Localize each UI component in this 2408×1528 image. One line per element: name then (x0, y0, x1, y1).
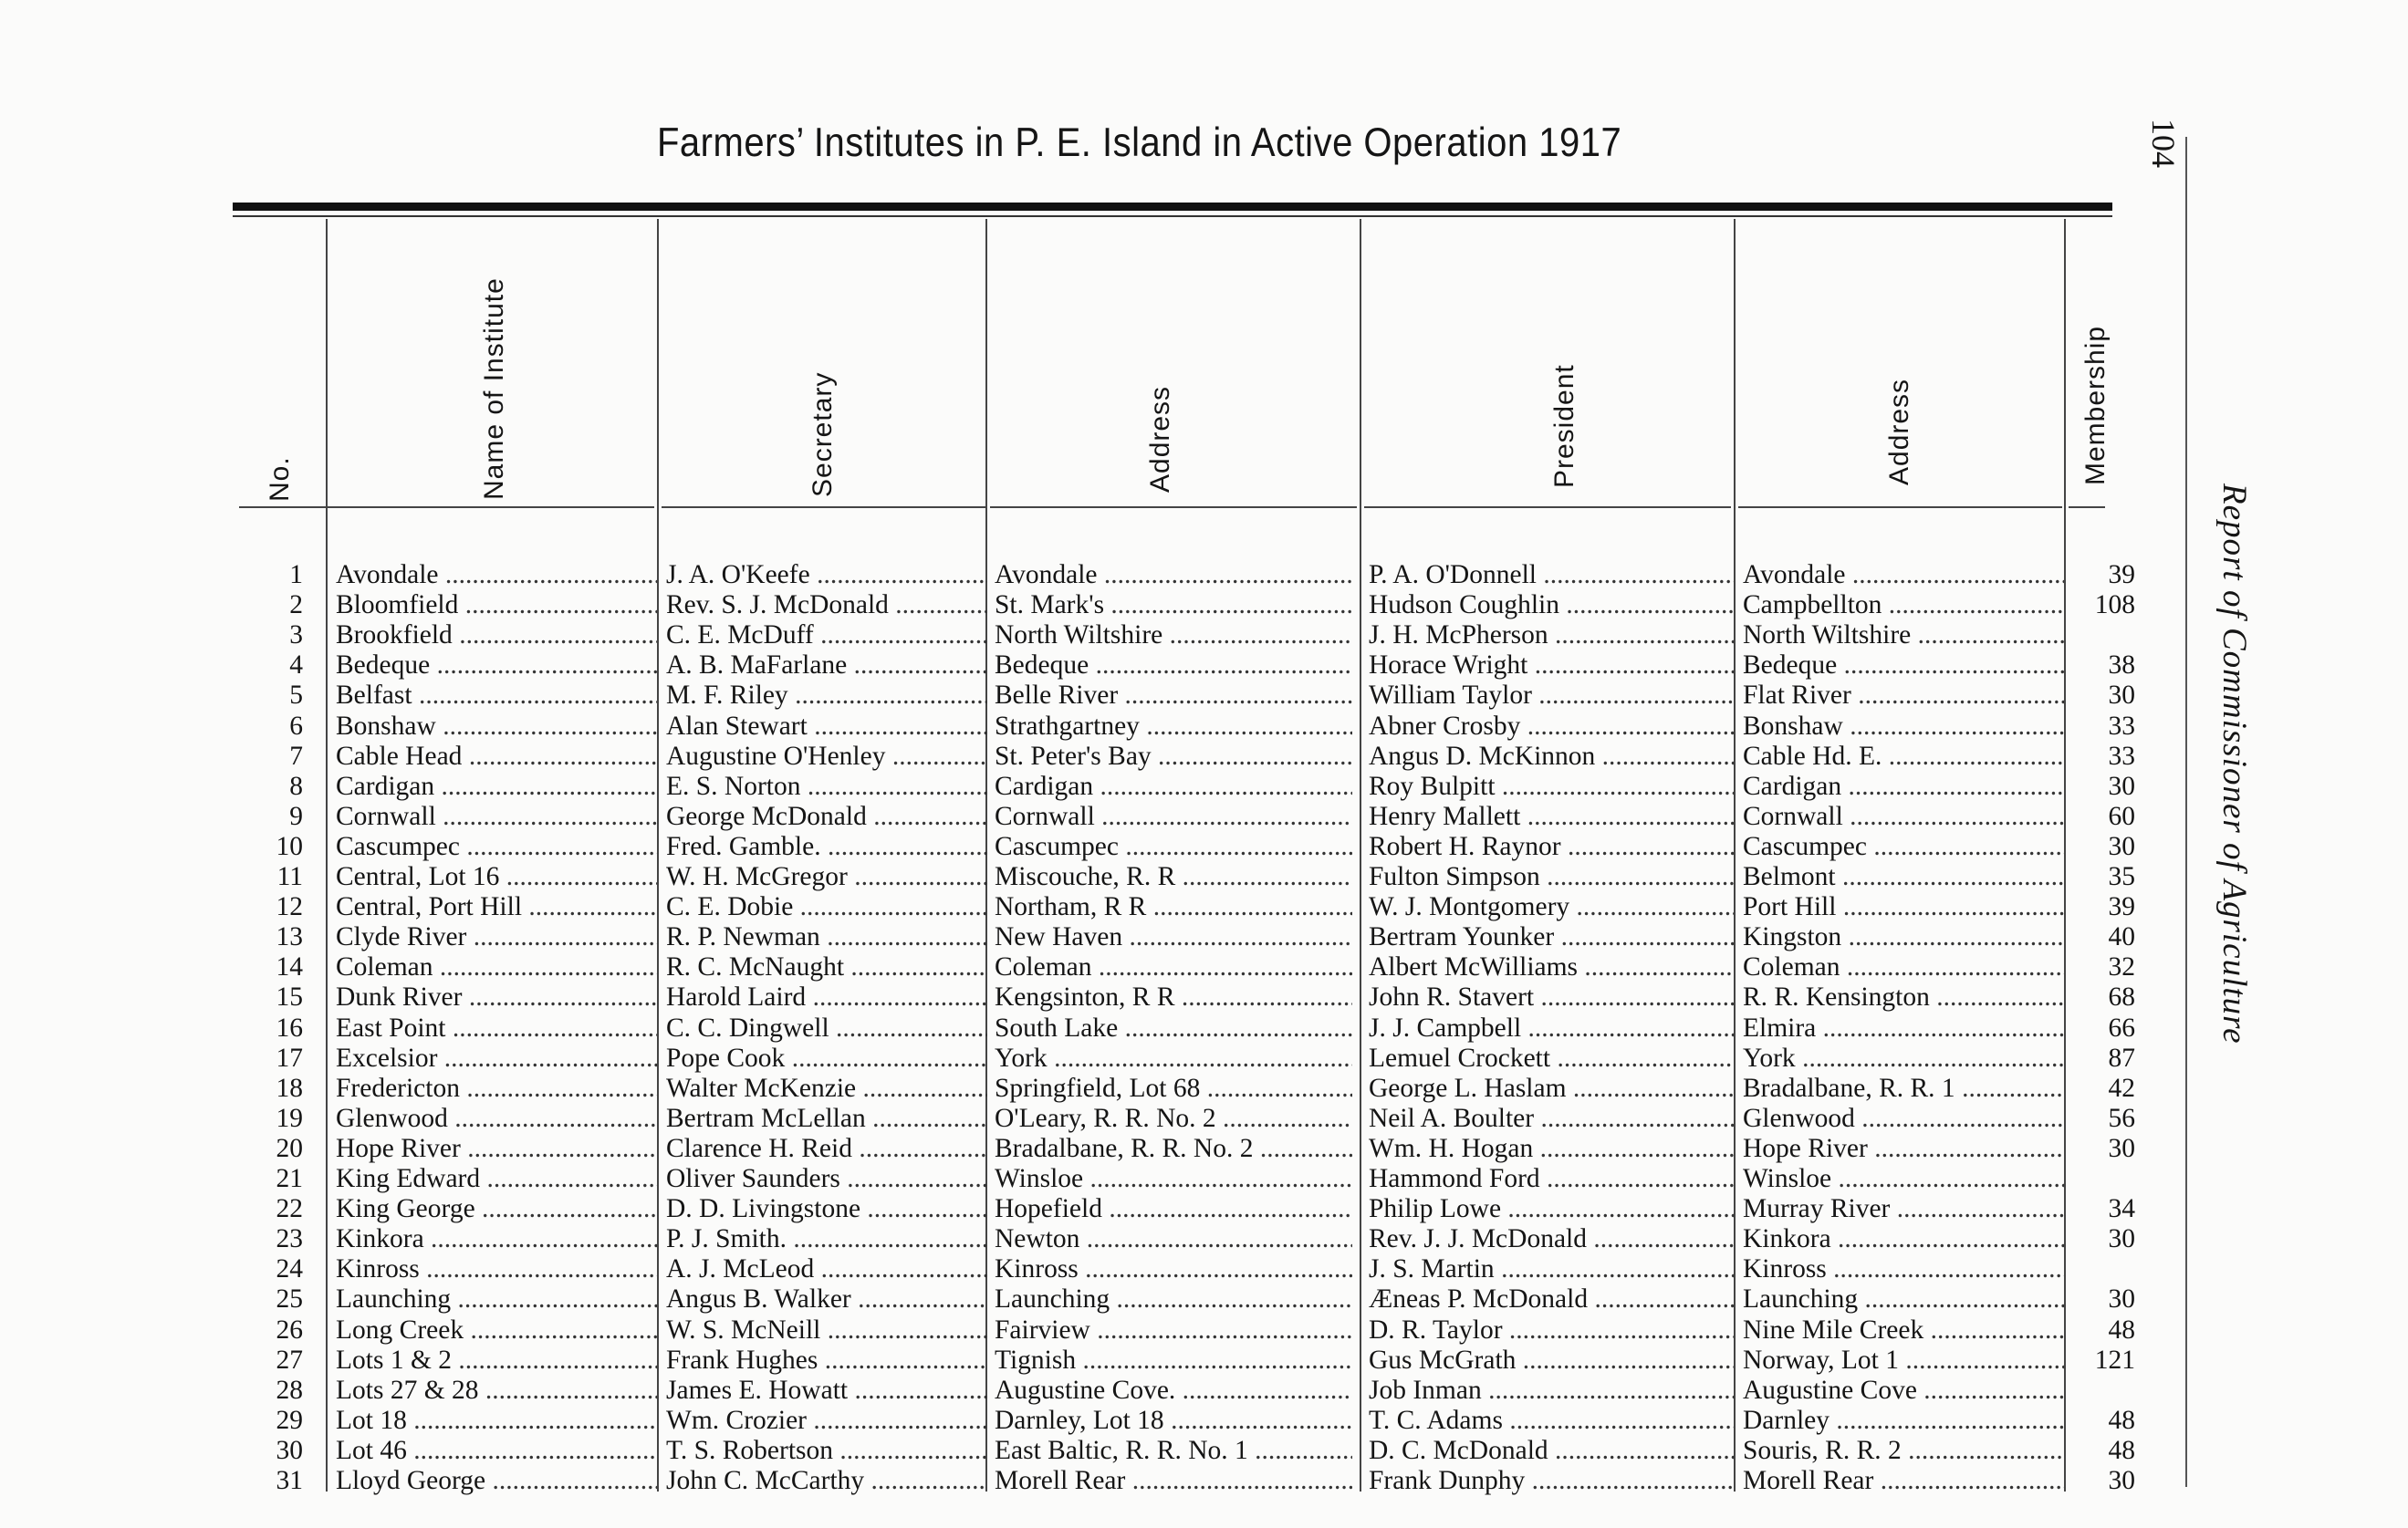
row-number: 17 (276, 1043, 303, 1073)
table-row (0, 1224, 2135, 1254)
secretary-name: Frank Hughes ..... (666, 1346, 987, 1376)
table-row (0, 1466, 2135, 1496)
secretary-address: Strathgartney ..... (995, 712, 1352, 742)
table-row (0, 1405, 2135, 1436)
table-row (0, 1254, 2099, 1284)
president-name: Albert McWilliams ..... (1369, 952, 1734, 982)
row-number: 20 (276, 1133, 303, 1163)
table-row (0, 681, 2135, 711)
secretary-name: Clarence H. Reid ..... (666, 1134, 987, 1164)
table-row (0, 590, 2135, 620)
row-number: 4 (289, 650, 303, 681)
table-row (0, 1073, 2135, 1104)
secretary-name: James E. Howatt ..... (666, 1376, 987, 1406)
secretary-address: Augustine Cove. ..... (995, 1376, 1352, 1406)
institute-name: Lloyd George ..... (336, 1466, 657, 1496)
secretary-address: Tignish ..... (995, 1346, 1352, 1376)
table-row (0, 1284, 2135, 1315)
header-rule (990, 506, 1357, 508)
secretary-name: George McDonald ..... (666, 802, 987, 832)
row-number: 7 (289, 741, 303, 771)
secretary-address: Fairview ..... (995, 1315, 1352, 1346)
running-head: Report of Commissioner of Agriculture (2215, 483, 2253, 1045)
president-address: Cascumpec ..... (1743, 832, 2064, 862)
row-number: 16 (276, 1013, 303, 1043)
president-address: Avondale ..... (1743, 560, 2064, 590)
president-address: Cornwall ..... (1743, 802, 2064, 832)
president-name: Roy Bulpitt ..... (1369, 772, 1734, 802)
secretary-address: North Wiltshire ..... (995, 620, 1352, 650)
president-name: Bertram Younker ..... (1369, 922, 1734, 952)
table-row (0, 1043, 2135, 1074)
president-name: T. C. Adams ..... (1369, 1406, 1734, 1436)
president-name: Hammond Ford ..... (1369, 1164, 1734, 1194)
secretary-address: Winsloe ..... (995, 1164, 1352, 1194)
header-membership: Membership (2080, 325, 2111, 485)
membership-count: 30 (2108, 1224, 2135, 1254)
secretary-address: Kinross ..... (995, 1254, 1352, 1284)
row-number: 24 (276, 1254, 303, 1284)
president-address: Glenwood ..... (1743, 1104, 2064, 1134)
table-row (0, 1133, 2135, 1164)
secretary-address: Miscouche, R. R ..... (995, 862, 1352, 892)
header-no: No. (265, 456, 295, 502)
secretary-address: Coleman ..... (995, 952, 1352, 982)
header-rule (1738, 506, 2062, 508)
president-address: Bonshaw ..... (1743, 712, 2064, 742)
table-row (0, 1013, 2135, 1044)
institute-name: Dunk River ..... (336, 982, 657, 1013)
table-row (0, 741, 2135, 772)
president-name: Henry Mallett ..... (1369, 802, 1734, 832)
president-address: Hope River ..... (1743, 1134, 2064, 1164)
secretary-name: M. F. Riley ..... (666, 681, 987, 711)
institute-name: Lot 18 ..... (336, 1406, 657, 1436)
president-name: J. J. Campbell ..... (1369, 1013, 1734, 1044)
membership-count: 40 (2108, 922, 2135, 952)
row-number: 9 (289, 801, 303, 831)
secretary-name: John C. McCarthy ..... (666, 1466, 987, 1496)
secretary-name: A. J. McLeod ..... (666, 1254, 987, 1284)
president-name: W. J. Montgomery ..... (1369, 892, 1734, 922)
header-rule (662, 506, 985, 508)
president-address: York ..... (1743, 1044, 2064, 1074)
president-name: Hudson Coughlin ..... (1369, 590, 1734, 620)
secretary-name: C. E. McDuff ..... (666, 620, 987, 650)
institute-name: Coleman ..... (336, 952, 657, 982)
row-number: 10 (276, 831, 303, 861)
table-row (0, 952, 2135, 982)
page-title: Farmers’ Institutes in P. E. Island in Active Operation 1917 (657, 120, 1622, 166)
president-name: J. H. McPherson ..... (1369, 620, 1734, 650)
secretary-address: Launching ..... (995, 1284, 1352, 1315)
membership-count: 30 (2108, 771, 2135, 801)
secretary-address: Bradalbane, R. R. No. 2 ..... (995, 1134, 1352, 1164)
margin-rule (2185, 137, 2187, 1487)
row-number: 26 (276, 1315, 303, 1345)
secretary-address: O'Leary, R. R. No. 2 ..... (995, 1104, 1352, 1134)
president-name: Philip Lowe ..... (1369, 1194, 1734, 1224)
header-rule (2069, 506, 2105, 508)
title-rule-thick (233, 203, 2112, 211)
secretary-name: Pope Cook ..... (666, 1044, 987, 1074)
membership-count: 30 (2108, 681, 2135, 711)
president-name: D. R. Taylor ..... (1369, 1315, 1734, 1346)
row-number: 28 (276, 1375, 303, 1405)
table-row (0, 922, 2135, 952)
membership-count: 48 (2108, 1315, 2135, 1345)
institute-name: Glenwood ..... (336, 1104, 657, 1134)
secretary-name: C. E. Dobie ..... (666, 892, 987, 922)
secretary-address: Hopefield ..... (995, 1194, 1352, 1224)
president-address: Augustine Cove ..... (1743, 1376, 2064, 1406)
president-address: Flat River ..... (1743, 681, 2064, 711)
president-name: Abner Crosby ..... (1369, 712, 1734, 742)
title-rule-thin (233, 215, 2112, 217)
president-name: William Taylor ..... (1369, 681, 1734, 711)
header-name-of-institute: Name of Institute (479, 277, 509, 500)
row-number: 12 (276, 892, 303, 922)
president-address: Cable Hd. E. ..... (1743, 742, 2064, 772)
table-row (0, 862, 2135, 892)
secretary-name: Harold Laird ..... (666, 982, 987, 1013)
table-row (0, 801, 2135, 832)
president-address: Bedeque ..... (1743, 650, 2064, 681)
institute-name: Bedeque ..... (336, 650, 657, 681)
president-name: J. S. Martin ..... (1369, 1254, 1734, 1284)
secretary-name: Wm. Crozier ..... (666, 1406, 987, 1436)
row-number: 15 (276, 982, 303, 1013)
membership-count: 34 (2108, 1194, 2135, 1224)
institute-name: Bonshaw ..... (336, 712, 657, 742)
secretary-name: Rev. S. J. McDonald ..... (666, 590, 987, 620)
institute-name: Central, Port Hill ..... (336, 892, 657, 922)
secretary-address: Northam, R R ..... (995, 892, 1352, 922)
institute-name: Hope River ..... (336, 1134, 657, 1164)
secretary-name: P. J. Smith. ..... (666, 1224, 987, 1254)
institute-name: King Edward ..... (336, 1164, 657, 1194)
secretary-name: Alan Stewart ..... (666, 712, 987, 742)
institute-name: Cascumpec ..... (336, 832, 657, 862)
membership-count: 121 (2094, 1345, 2135, 1375)
president-address: Morell Rear ..... (1743, 1466, 2064, 1496)
membership-count: 30 (2108, 831, 2135, 861)
president-address: North Wiltshire ..... (1743, 620, 2064, 650)
membership-count: 30 (2108, 1284, 2135, 1315)
institute-name: Lot 46 ..... (336, 1436, 657, 1466)
membership-count: 35 (2108, 862, 2135, 891)
president-name: Frank Dunphy ..... (1369, 1466, 1734, 1496)
table-row (0, 1103, 2135, 1134)
president-name: John R. Stavert ..... (1369, 982, 1734, 1013)
membership-count: 39 (2108, 560, 2135, 589)
secretary-name: W. H. McGregor ..... (666, 862, 987, 892)
row-number: 3 (289, 620, 303, 650)
membership-count: 48 (2108, 1435, 2135, 1465)
membership-count: 38 (2108, 650, 2135, 681)
president-name: D. C. McDonald ..... (1369, 1436, 1734, 1466)
table-row (0, 771, 2135, 802)
secretary-address: Morell Rear ..... (995, 1466, 1352, 1496)
president-address: Souris, R. R. 2 ..... (1743, 1436, 2064, 1466)
row-number: 1 (289, 560, 303, 589)
table-row (0, 1345, 2135, 1376)
president-address: Coleman ..... (1743, 952, 2064, 982)
row-number: 14 (276, 952, 303, 982)
membership-count: 30 (2108, 1466, 2135, 1495)
president-address: Kinkora ..... (1743, 1224, 2064, 1254)
header-president: President (1549, 364, 1579, 488)
secretary-name: R. P. Newman ..... (666, 922, 987, 952)
secretary-address: Avondale ..... (995, 560, 1352, 590)
table-row (0, 711, 2135, 742)
membership-count: 56 (2108, 1103, 2135, 1133)
secretary-name: J. A. O'Keefe ..... (666, 560, 987, 590)
secretary-address: Springfield, Lot 68 ..... (995, 1074, 1352, 1104)
president-name: Horace Wright ..... (1369, 650, 1734, 681)
president-address: Port Hill ..... (1743, 892, 2064, 922)
header-secretary: Secretary (808, 371, 838, 497)
secretary-name: C. C. Dingwell ..... (666, 1013, 987, 1044)
president-address: Launching ..... (1743, 1284, 2064, 1315)
table-row (0, 1164, 2099, 1194)
header-rule (1364, 506, 1731, 508)
institute-name: Kinkora ..... (336, 1224, 657, 1254)
institute-name: East Point ..... (336, 1013, 657, 1044)
secretary-address: Cornwall ..... (995, 802, 1352, 832)
secretary-address: Darnley, Lot 18 ..... (995, 1406, 1352, 1436)
secretary-name: Bertram McLellan ..... (666, 1104, 987, 1134)
president-address: Campbellton ..... (1743, 590, 2064, 620)
membership-count: 60 (2108, 801, 2135, 831)
institute-name: Kinross ..... (336, 1254, 657, 1284)
president-name: Lemuel Crockett ..... (1369, 1044, 1734, 1074)
institute-name: Cable Head ..... (336, 742, 657, 772)
institute-name: Fredericton ..... (336, 1074, 657, 1104)
president-address: Darnley ..... (1743, 1406, 2064, 1436)
president-name: Robert H. Raynor ..... (1369, 832, 1734, 862)
secretary-address: Cardigan ..... (995, 772, 1352, 802)
table-row (0, 982, 2135, 1013)
table-row (0, 1376, 2099, 1406)
institute-name: Avondale ..... (336, 560, 657, 590)
secretary-name: Walter McKenzie ..... (666, 1074, 987, 1104)
secretary-name: Augustine O'Henley ..... (666, 742, 987, 772)
table-row (0, 560, 2135, 590)
secretary-address: York ..... (995, 1044, 1352, 1074)
president-address: Winsloe ..... (1743, 1164, 2064, 1194)
president-name: Fulton Simpson ..... (1369, 862, 1734, 892)
row-number: 23 (276, 1224, 303, 1254)
table-row (0, 1315, 2135, 1346)
institute-name: Long Creek ..... (336, 1315, 657, 1346)
row-number: 31 (276, 1466, 303, 1495)
table-row (0, 620, 2099, 650)
president-address: Kingston ..... (1743, 922, 2064, 952)
institute-name: Excelsior ..... (336, 1044, 657, 1074)
secretary-name: T. S. Robertson ..... (666, 1436, 987, 1466)
page-number: 104 (2145, 119, 2182, 168)
secretary-address: Belle River ..... (995, 681, 1352, 711)
secretary-name: W. S. McNeill ..... (666, 1315, 987, 1346)
table-row (0, 1194, 2135, 1224)
row-number: 22 (276, 1194, 303, 1224)
secretary-name: Angus B. Walker ..... (666, 1284, 987, 1315)
secretary-name: Oliver Saunders ..... (666, 1164, 987, 1194)
president-address: Murray River ..... (1743, 1194, 2064, 1224)
row-number: 5 (289, 681, 303, 711)
president-name: Job Inman ..... (1369, 1376, 1734, 1406)
secretary-name: Fred. Gamble. ..... (666, 832, 987, 862)
president-name: George L. Haslam ..... (1369, 1074, 1734, 1104)
secretary-name: E. S. Norton ..... (666, 772, 987, 802)
institute-name: Lots 1 & 2 ..... (336, 1346, 657, 1376)
row-number: 11 (276, 862, 303, 891)
membership-count: 32 (2108, 952, 2135, 982)
president-name: P. A. O'Donnell ..... (1369, 560, 1734, 590)
secretary-address: Cascumpec ..... (995, 832, 1352, 862)
secretary-address: Newton ..... (995, 1224, 1352, 1254)
institute-name: King George ..... (336, 1194, 657, 1224)
president-address: R. R. Kensington ..... (1743, 982, 2064, 1013)
row-number: 19 (276, 1103, 303, 1133)
table-row (0, 892, 2135, 922)
membership-count: 33 (2108, 741, 2135, 771)
secretary-address: Bedeque ..... (995, 650, 1352, 681)
president-name: Rev. J. J. McDonald ..... (1369, 1224, 1734, 1254)
president-address: Nine Mile Creek ..... (1743, 1315, 2064, 1346)
secretary-name: D. D. Livingstone ..... (666, 1194, 987, 1224)
row-number: 30 (276, 1435, 303, 1465)
president-address: Cardigan ..... (1743, 772, 2064, 802)
membership-count: 66 (2108, 1013, 2135, 1043)
secretary-address: St. Mark's ..... (995, 590, 1352, 620)
table-row (0, 650, 2135, 681)
row-number: 29 (276, 1405, 303, 1435)
president-address: Bradalbane, R. R. 1 ..... (1743, 1074, 2064, 1104)
row-number: 27 (276, 1345, 303, 1375)
membership-count: 87 (2108, 1043, 2135, 1073)
president-name: Wm. H. Hogan ..... (1369, 1134, 1734, 1164)
president-address: Belmont ..... (1743, 862, 2064, 892)
membership-count: 108 (2094, 590, 2135, 620)
institute-name: Cornwall ..... (336, 802, 657, 832)
row-number: 6 (289, 711, 303, 741)
president-name: Angus D. McKinnon ..... (1369, 742, 1734, 772)
row-number: 2 (289, 590, 303, 620)
membership-count: 39 (2108, 892, 2135, 922)
table-row (0, 831, 2135, 862)
row-number: 21 (276, 1164, 303, 1193)
header-rule (239, 506, 654, 508)
secretary-address: Kengsinton, R R ..... (995, 982, 1352, 1013)
institute-name: Belfast ..... (336, 681, 657, 711)
secretary-address: New Haven ..... (995, 922, 1352, 952)
institute-name: Brookfield ..... (336, 620, 657, 650)
membership-count: 30 (2108, 1133, 2135, 1163)
membership-count: 48 (2108, 1405, 2135, 1435)
president-address: Kinross ..... (1743, 1254, 2064, 1284)
president-address: Elmira ..... (1743, 1013, 2064, 1044)
membership-count: 42 (2108, 1073, 2135, 1103)
header-address-secretary: Address (1145, 385, 1175, 493)
secretary-address: East Baltic, R. R. No. 1 ..... (995, 1436, 1352, 1466)
president-name: Gus McGrath ..... (1369, 1346, 1734, 1376)
president-name: Neil A. Boulter ..... (1369, 1104, 1734, 1134)
institute-name: Bloomfield ..... (336, 590, 657, 620)
institute-name: Central, Lot 16 ..... (336, 862, 657, 892)
institute-name: Launching ..... (336, 1284, 657, 1315)
president-name: Æneas P. McDonald ..... (1369, 1284, 1734, 1315)
secretary-name: R. C. McNaught ..... (666, 952, 987, 982)
institute-name: Lots 27 & 28 ..... (336, 1376, 657, 1406)
institute-name: Cardigan ..... (336, 772, 657, 802)
row-number: 25 (276, 1284, 303, 1315)
secretary-address: St. Peter's Bay ..... (995, 742, 1352, 772)
row-number: 18 (276, 1073, 303, 1103)
secretary-address: South Lake ..... (995, 1013, 1352, 1044)
membership-count: 33 (2108, 711, 2135, 741)
president-address: Norway, Lot 1 ..... (1743, 1346, 2064, 1376)
header-address-president: Address (1884, 378, 1914, 485)
table-row (0, 1435, 2135, 1466)
row-number: 13 (276, 922, 303, 952)
institute-name: Clyde River ..... (336, 922, 657, 952)
secretary-name: A. B. MaFarlane ..... (666, 650, 987, 681)
membership-count: 68 (2108, 982, 2135, 1013)
row-number: 8 (289, 771, 303, 801)
